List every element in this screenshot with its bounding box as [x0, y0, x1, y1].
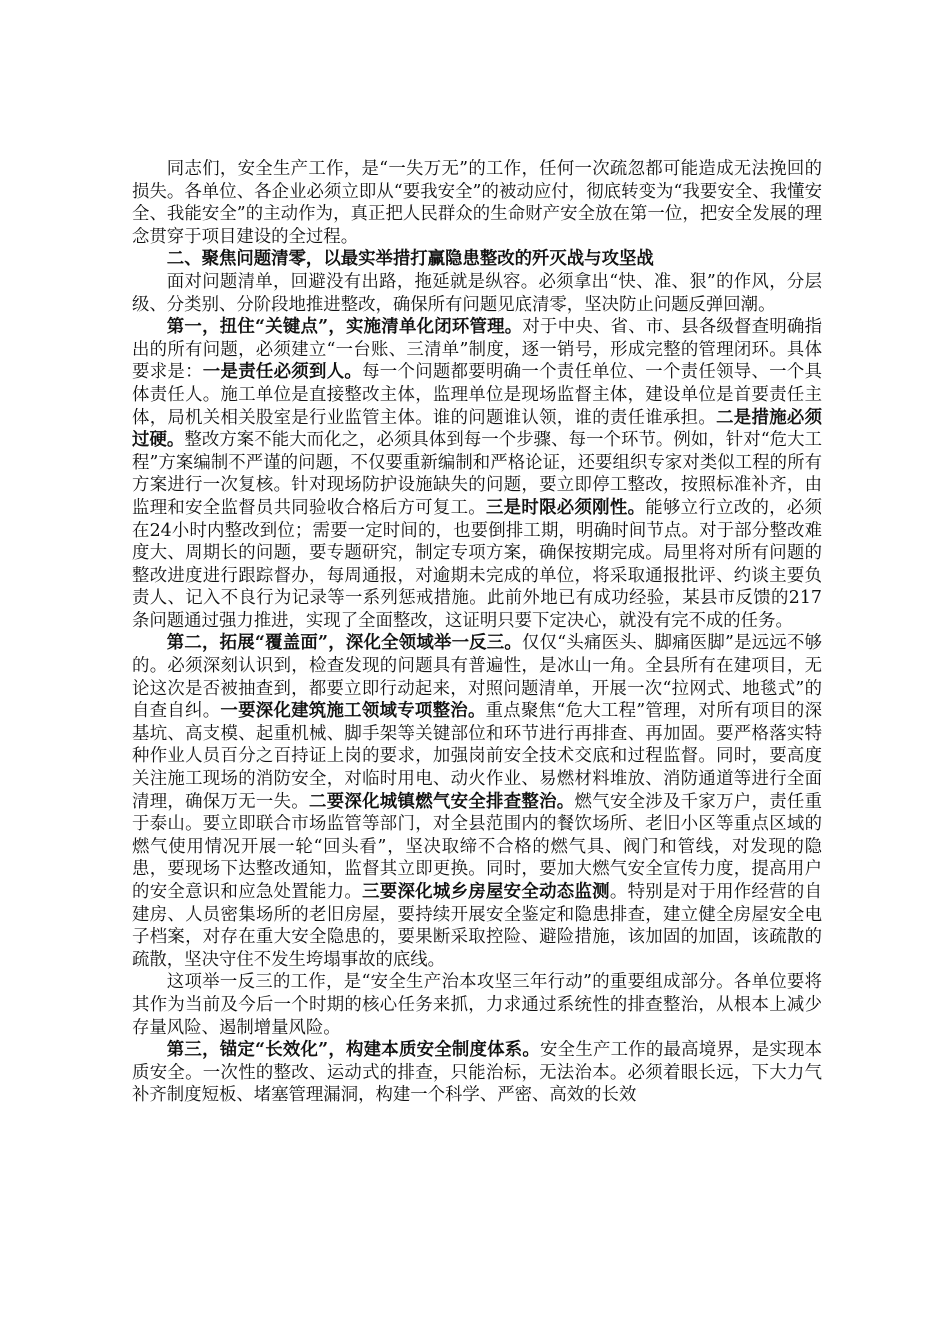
first-point-text-1: 对于中央、省、市、县各级督查明确指出的所有问题，必须建立“一台账、三清单”制度，逐一销号，形成完整的管理闭环。具体要求是：	[132, 317, 822, 383]
paragraph-problem-list: 面对问题清单，回避没有出路，拖延就是纵容。必须拿出“快、准、狠”的作风，分层级、分类别、分阶段地推进整改，确保所有问题见底清零，坚决防止问题反弹回潮。	[132, 271, 822, 315]
second-point-text-1: 仅仅“头痛医头、脚痛医脚”是远远不够的。必须深刻认识到，检查发现的问题具有普遍性，是冰山一角。全县所有在建项目，无论这次是否被抽查到，都要立即行动起来，对照问题清单，开展一次“拉网式、地毯式”的自查自纠。	[132, 633, 822, 722]
first-point-text-4: 能够立行立改的，必须在24小时内整改到位；需要一定时间的，也要倒排工期，明确时间节点。对于部分整改难度大、周期长的问题，要专题研究，制定专项方案，确保按期完成。局里将对所有问题的整改进度进行跟踪督办，每周通报，对逾期未完成的单位，将采取通报批评、约谈主要负责人、记入不良行为记录等一系列惩戒措施。此前外地已有成功经验，某县市反馈的217条问题通过强力推进，实现了全面整改，这证明只要下定决心，就没有完不成的任务。	[132, 497, 822, 631]
third-point-text-1: 安全生产工作的最高境界，是实现本质安全。一次性的整改、运动式的排查，只能治标，无法治本。必须着眼长远，下大力气补齐制度短板、堵塞管理漏洞，构建一个科学、严密、高效的长效	[132, 1040, 822, 1106]
paragraph-first-point	[132, 316, 822, 632]
first-point-text-2: 每一个问题都要明确一个责任单位、一个责任领导、一个具体责任人。施工单位是直接整改主体，监理单位是现场监督主体，建设单位是首要责任主体，局机关相关股室是行业监管主体。谁的问题谁认领，谁的责任谁承担。	[132, 362, 822, 428]
second-point-sub-2: 二要深化城镇燃气安全排查整治。	[309, 791, 575, 812]
first-point-sub-1: 一是责任必须到人。	[202, 362, 363, 383]
paragraph-intro: 同志们，安全生产工作，是“一失万无”的工作，任何一次疏忽都可能造成无法挽回的损失。各单位、各企业必须立即从“要我安全”的被动应付，彻底转变为“我要安全、我懂安全、我能安全”的主动作为，真正把人民群众的生命财产安全放在第一位，把安全发展的理念贯穿于项目建设的全过程。	[132, 159, 822, 247]
second-point-text-4: 。特别是对于用作经营的自建房、人员密集场所的老旧房屋，要持续开展安全鉴定和隐患排查，建立健全房屋安全电子档案，对存在重大安全隐患的，要果断采取控险、避险措施，该加固的加固，该疏散的疏散，坚决守住不发生垮塌事故的底线。	[132, 882, 822, 970]
second-point-sub-3: 三要深化城乡房屋安全动态监测	[362, 882, 610, 902]
second-point-title: 第二，拓展“覆盖面”，深化全领域举一反三。	[166, 633, 523, 654]
paragraph-third-point	[132, 1039, 822, 1107]
paragraph-second-point	[132, 632, 822, 971]
second-point-text-3: 燃气安全涉及千家万户，责任重于泰山。要立即联合市场监管等部门，对全县范围内的餐饮场所、老旧小区等重点区域的燃气使用情况开展一轮“回头看”，坚决取缔不合格的燃气具、阀门和管线，对发现的隐患，要现场下达整改通知，监督其立即更换。同时，要加大燃气安全宣传力度，提高用户的安全意识和应急处置能力。	[132, 791, 822, 902]
first-point-title: 第一，扭住“关键点”，实施清单化闭环管理。	[166, 317, 523, 338]
first-point-sub-2: 二是措施必须过硬。	[132, 407, 822, 451]
section-heading-2: 二、聚焦问题清零，以最实举措打赢隐患整改的歼灭战与攻坚战	[166, 249, 654, 270]
second-point-sub-1: 一要深化建筑施工领域专项整治。	[220, 701, 486, 722]
document-body	[132, 158, 822, 1107]
second-point-text-2: 重点聚焦“危大工程”管理，对所有项目的深基坑、高支模、起重机械、脚手架等关键部位和环节进行再排查、再加固。要严格落实特种作业人员百分之百持证上岗的要求，加强岗前安全技术交底和过程监督。同时，要高度关注施工现场的消防安全，对临时用电、动火作业、易燃材料堆放、消防通道等进行全面清理，确保万无一失。	[132, 701, 822, 812]
first-point-sub-3: 三是时限必须刚性。	[485, 497, 646, 518]
first-point-text-3: 整改方案不能大而化之，必须具体到每一个步骤、每一个环节。例如，针对“危大工程”方案编制不严谨的问题，不仅要重新编制和严格论证，还要组织专家对类似工程的所有方案进行一次复核。针对现场防护设施缺失的问题，要立即停工整改，按照标准补齐，由监理和安全监督员共同验收合格后方可复工。	[132, 430, 822, 518]
paragraph-campaign: 这项举一反三的工作，是“安全生产治本攻坚三年行动”的重要组成部分。各单位要将其作为当前及今后一个时期的核心任务来抓，力求通过系统性的排查整治，从根本上减少存量风险、遏制增量风险。	[132, 972, 822, 1038]
third-point-title: 第三，锚定“长效化”，构建本质安全制度体系。	[166, 1040, 541, 1061]
